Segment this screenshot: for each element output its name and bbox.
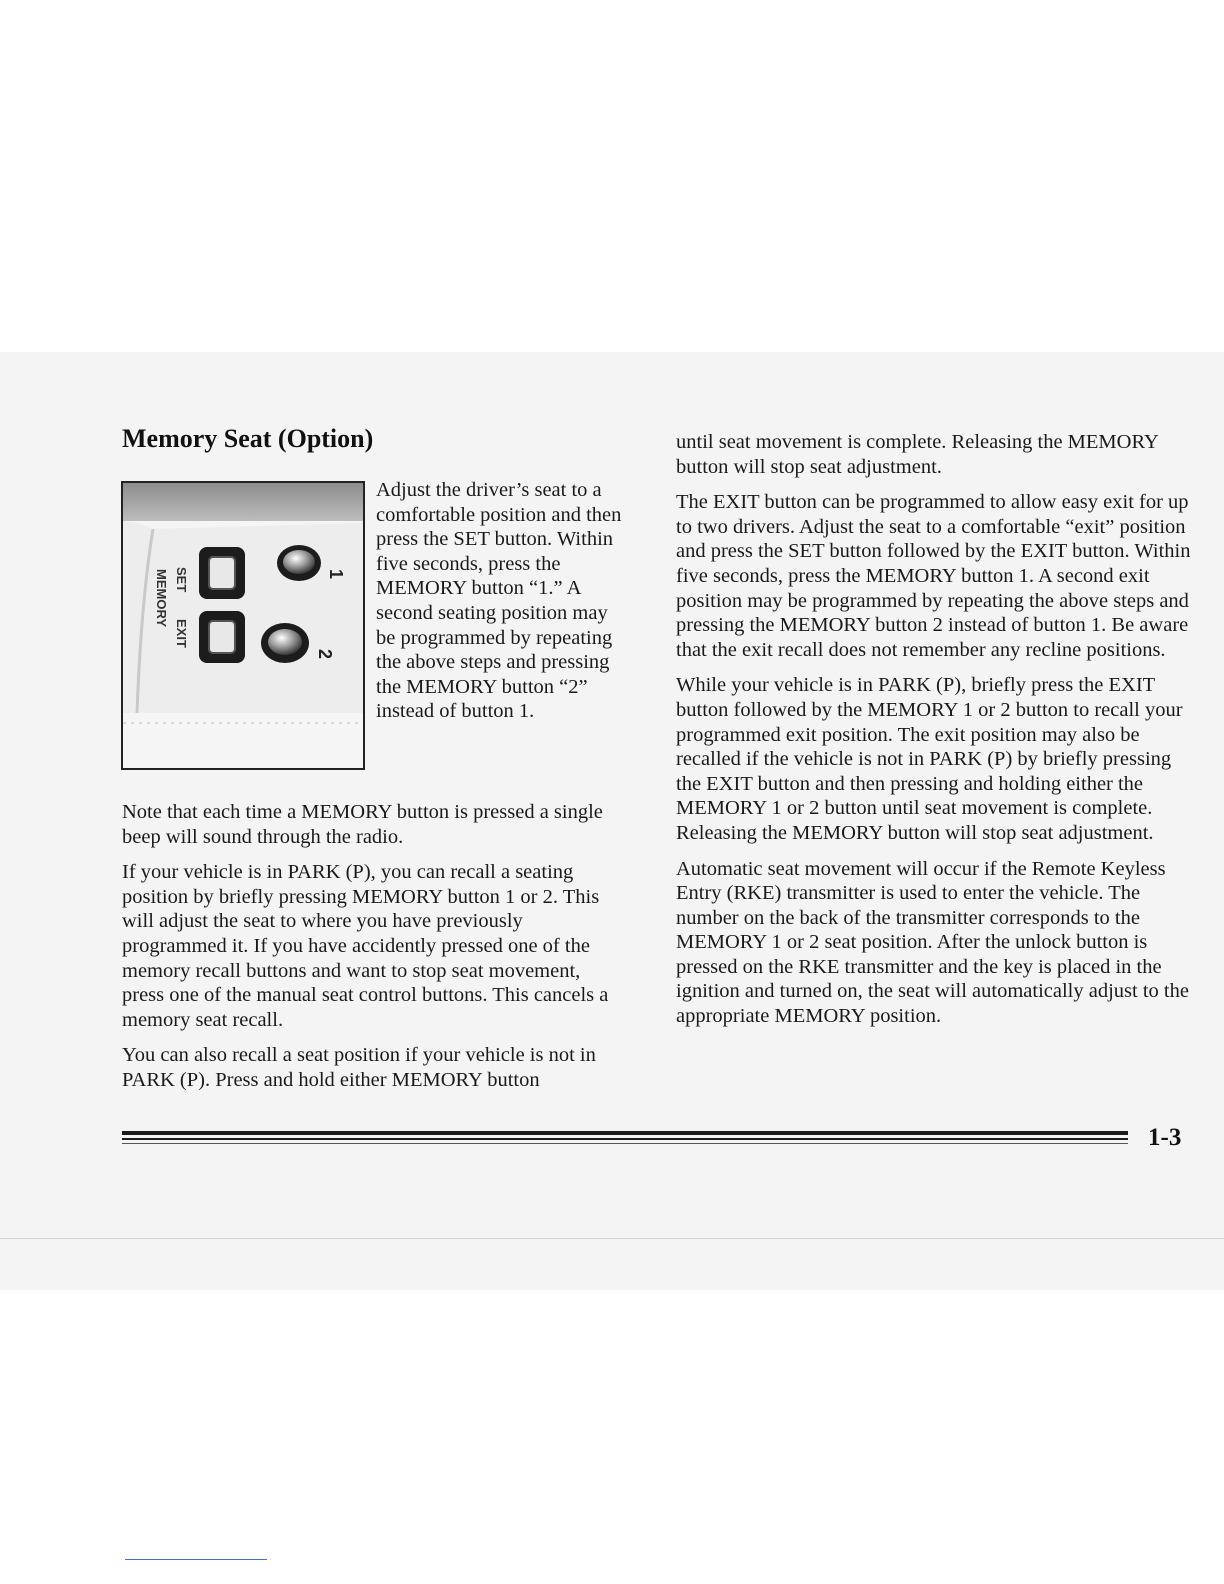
paragraph-exit-programming: The EXIT button can be programmed to allow easy exit for up to two drivers. Adjust the seat to a comfortable “exit” position and press the SET button followed by the EXIT button. Within five seconds, press the MEMORY button 1. A second exit position may be programmed by repeating the above steps and pressing the MEMORY button 2 instead of button 1. Be aware that the exit recall does not remember any recline positions. (676, 491, 1191, 661)
button-2-numeral: 2 (315, 649, 335, 660)
footer-rule-thin (122, 1143, 1128, 1144)
set-button (199, 547, 245, 599)
figure-side-text (376, 478, 632, 735)
memory-label: MEMORY (154, 569, 169, 628)
footer-rule-thick (122, 1131, 1128, 1135)
paragraph-exit-recall: While your vehicle is in PARK (P), briefly press the EXIT button followed by the MEMORY 1 or 2 button to recall your programmed exit position. The exit position may also be recalled if the vehicle is not in PARK (P) by briefly pressing the EXIT button and then pressing and holding either the MEMORY 1 or 2 button until seat movement is complete. Releasing the MEMORY button will stop seat adjustment. (676, 674, 1183, 844)
set-label: SET (174, 567, 189, 593)
page-number: 1-3 (1148, 1124, 1182, 1151)
exit-label: EXIT (174, 619, 189, 648)
memory-seat-control-figure (121, 481, 365, 770)
paragraph-not-park-recall: You can also recall a seat position if your vehicle is not in PARK (P). Press and hold either MEMORY button (122, 1044, 596, 1091)
section-title: Memory Seat (Option) (122, 424, 374, 453)
panel-top-edge (123, 483, 363, 521)
paragraph-park-recall: If your vehicle is in PARK (P), you can recall a seating position by briefly pressing MEMORY button 1 or 2. This will adjust the seat to where you have previously programmed it. If you have accidently pressed one of the memory recall buttons and want to stop seat movement, press one of the manual seat control buttons. This cancels a memory seat recall. (122, 861, 609, 1031)
memory-button-2 (261, 623, 309, 663)
paragraph-beep-note: Note that each time a MEMORY button is pressed a single beep will sound through the radio. (122, 801, 603, 848)
paragraph-set-memory-instructions: Adjust the driver’s seat to a comfortable position and then press the SET button. Within five seconds, press the MEMORY button “1.” A second seating position may be programmed by repeating the above steps and pressing the MEMORY button “2” instead of button 1. (376, 479, 622, 723)
memory-seat-switch-illustration (123, 483, 363, 768)
viewer-link-underline (125, 1559, 267, 1560)
band-divider (0, 1238, 1224, 1239)
footer-rule-middle (122, 1138, 1128, 1140)
button-1-numeral: 1 (326, 569, 346, 580)
footer-rules (122, 1131, 1128, 1147)
paragraph-rke-automatic: Automatic seat movement will occur if the Remote Keyless Entry (RKE) transmitter is used to enter the vehicle. The number on the back of the transmitter corresponds to the MEMORY 1 or 2 seat position. After the unlock button is pressed on the RKE transmitter and the key is placed in the ignition and turned on, the seat will automatically adjust to the appropriate MEMORY position. (676, 857, 1189, 1028)
left-column (122, 800, 627, 1104)
exit-button (199, 611, 245, 663)
paragraph-continued-recall: until seat movement is complete. Releasing the MEMORY button will stop seat adjustment. (676, 431, 1159, 478)
right-column (676, 430, 1191, 1040)
memory-button-1 (277, 545, 321, 581)
